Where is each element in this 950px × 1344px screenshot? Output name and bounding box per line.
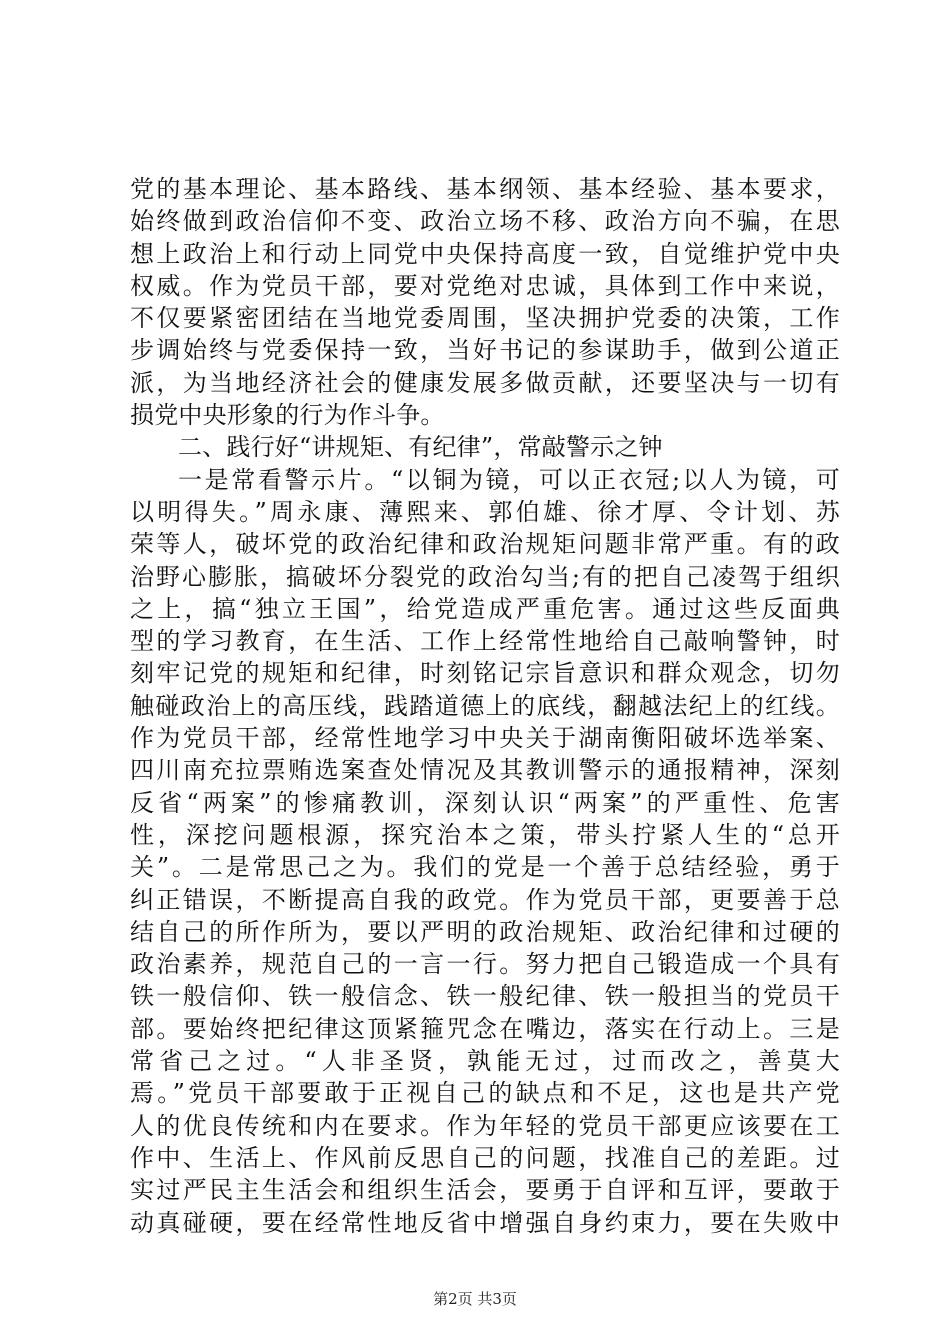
text-line: 一是常看警示片。“以铜为镜，可以正衣冠;以人为镜，可 <box>178 465 840 494</box>
body-text <box>130 173 840 1239</box>
text-line: 损党中央形象的行为作斗争。 <box>130 401 445 430</box>
text-line: 权威。作为党员干部，要对党绝对忠诚，具体到工作中来说， <box>130 271 840 300</box>
section-heading: 二、践行好“讲规矩、有纪律”，常敲警示之钟 <box>178 433 663 462</box>
text-line: 型的学习教育，在生活、工作上经常性地给自己敲响警钟，时 <box>130 627 840 656</box>
page-number: 第2页 共3页 <box>433 1290 517 1308</box>
text-line: 以明得失。”周永康、薄熙来、郭伯雄、徐才厚、令计划、苏 <box>130 497 840 526</box>
text-line: 部。要始终把纪律这顶紧箍咒念在嘴边，落实在行动上。三是 <box>130 1014 840 1043</box>
text-line: 铁一般信仰、铁一般信念、铁一般纪律、铁一般担当的党员干 <box>130 982 840 1011</box>
text-line: 荣等人，破坏党的政治纪律和政治规矩问题非常严重。有的政 <box>130 530 840 559</box>
text-line: 始终做到政治信仰不变、政治立场不移、政治方向不骗，在思 <box>130 207 840 236</box>
text-line: 结自己的所作所为，要以严明的政治规矩、政治纪律和过硬的 <box>130 917 840 946</box>
text-line: 纠正错误，不断提高自我的政党。作为党员干部，更要善于总 <box>130 885 840 914</box>
text-line: 之上，搞“独立王国”，给党造成严重危害。通过这些反面典 <box>130 594 840 623</box>
text-line: 派，为当地经济社会的健康发展多做贡献，还要坚决与一切有 <box>130 368 840 397</box>
text-line: 关”。二是常思己之为。我们的党是一个善于总结经验，勇于 <box>130 853 840 882</box>
text-line: 治野心膨胀，搞破坏分裂党的政治勾当;有的把自己凌驾于组织 <box>130 562 840 591</box>
text-line: 触碰政治上的高压线，践踏道德上的底线，翻越法纪上的红线。 <box>130 691 840 720</box>
text-line: 焉。”党员干部要敢于正视自己的缺点和不足，这也是共产党 <box>130 1079 840 1108</box>
text-line: 政治素养，规范自己的一言一行。努力把自己锻造成一个具有 <box>130 950 840 979</box>
text-line: 刻牢记党的规矩和纪律，时刻铭记宗旨意识和群众观念，切勿 <box>130 659 840 688</box>
text-line: 实过严民主生活会和组织生活会，要勇于自评和互评，要敢于 <box>130 1176 840 1205</box>
text-line: 想上政治上和行动上同党中央保持高度一致，自觉维护党中央 <box>130 239 840 268</box>
text-line: 反省“两案”的惨痛教训，深刻认识“两案”的严重性、危害 <box>130 788 840 817</box>
text-line: 四川南充拉票贿选案查处情况及其教训警示的通报精神，深刻 <box>130 756 840 785</box>
text-line: 党的基本理论、基本路线、基本纲领、基本经验、基本要求， <box>130 175 840 203</box>
text-line: 作为党员干部，经常性地学习中央关于湖南衡阳破坏选举案、 <box>130 724 840 753</box>
text-line: 步调始终与党委保持一致，当好书记的参谋助手，做到公道正 <box>130 336 840 365</box>
text-line: 作中、生活上、作风前反思自己的问题，找准自己的差距。过 <box>130 1143 840 1172</box>
text-line: 不仅要紧密团结在当地党委周围，坚决拥护党委的决策，工作 <box>130 304 840 333</box>
text-line: 常省己之过。“人非圣贤，孰能无过，过而改之，善莫大 <box>130 1047 840 1076</box>
page-footer <box>0 1289 950 1309</box>
text-line: 动真碰硬，要在经常性地反省中增强自身约束力，要在失败中 <box>130 1208 840 1237</box>
text-line: 人的优良传统和内在要求。作为年轻的党员干部更应该要在工 <box>130 1111 840 1140</box>
text-line: 性，深挖问题根源，探究治本之策，带头拧紧人生的“总开 <box>130 820 840 849</box>
